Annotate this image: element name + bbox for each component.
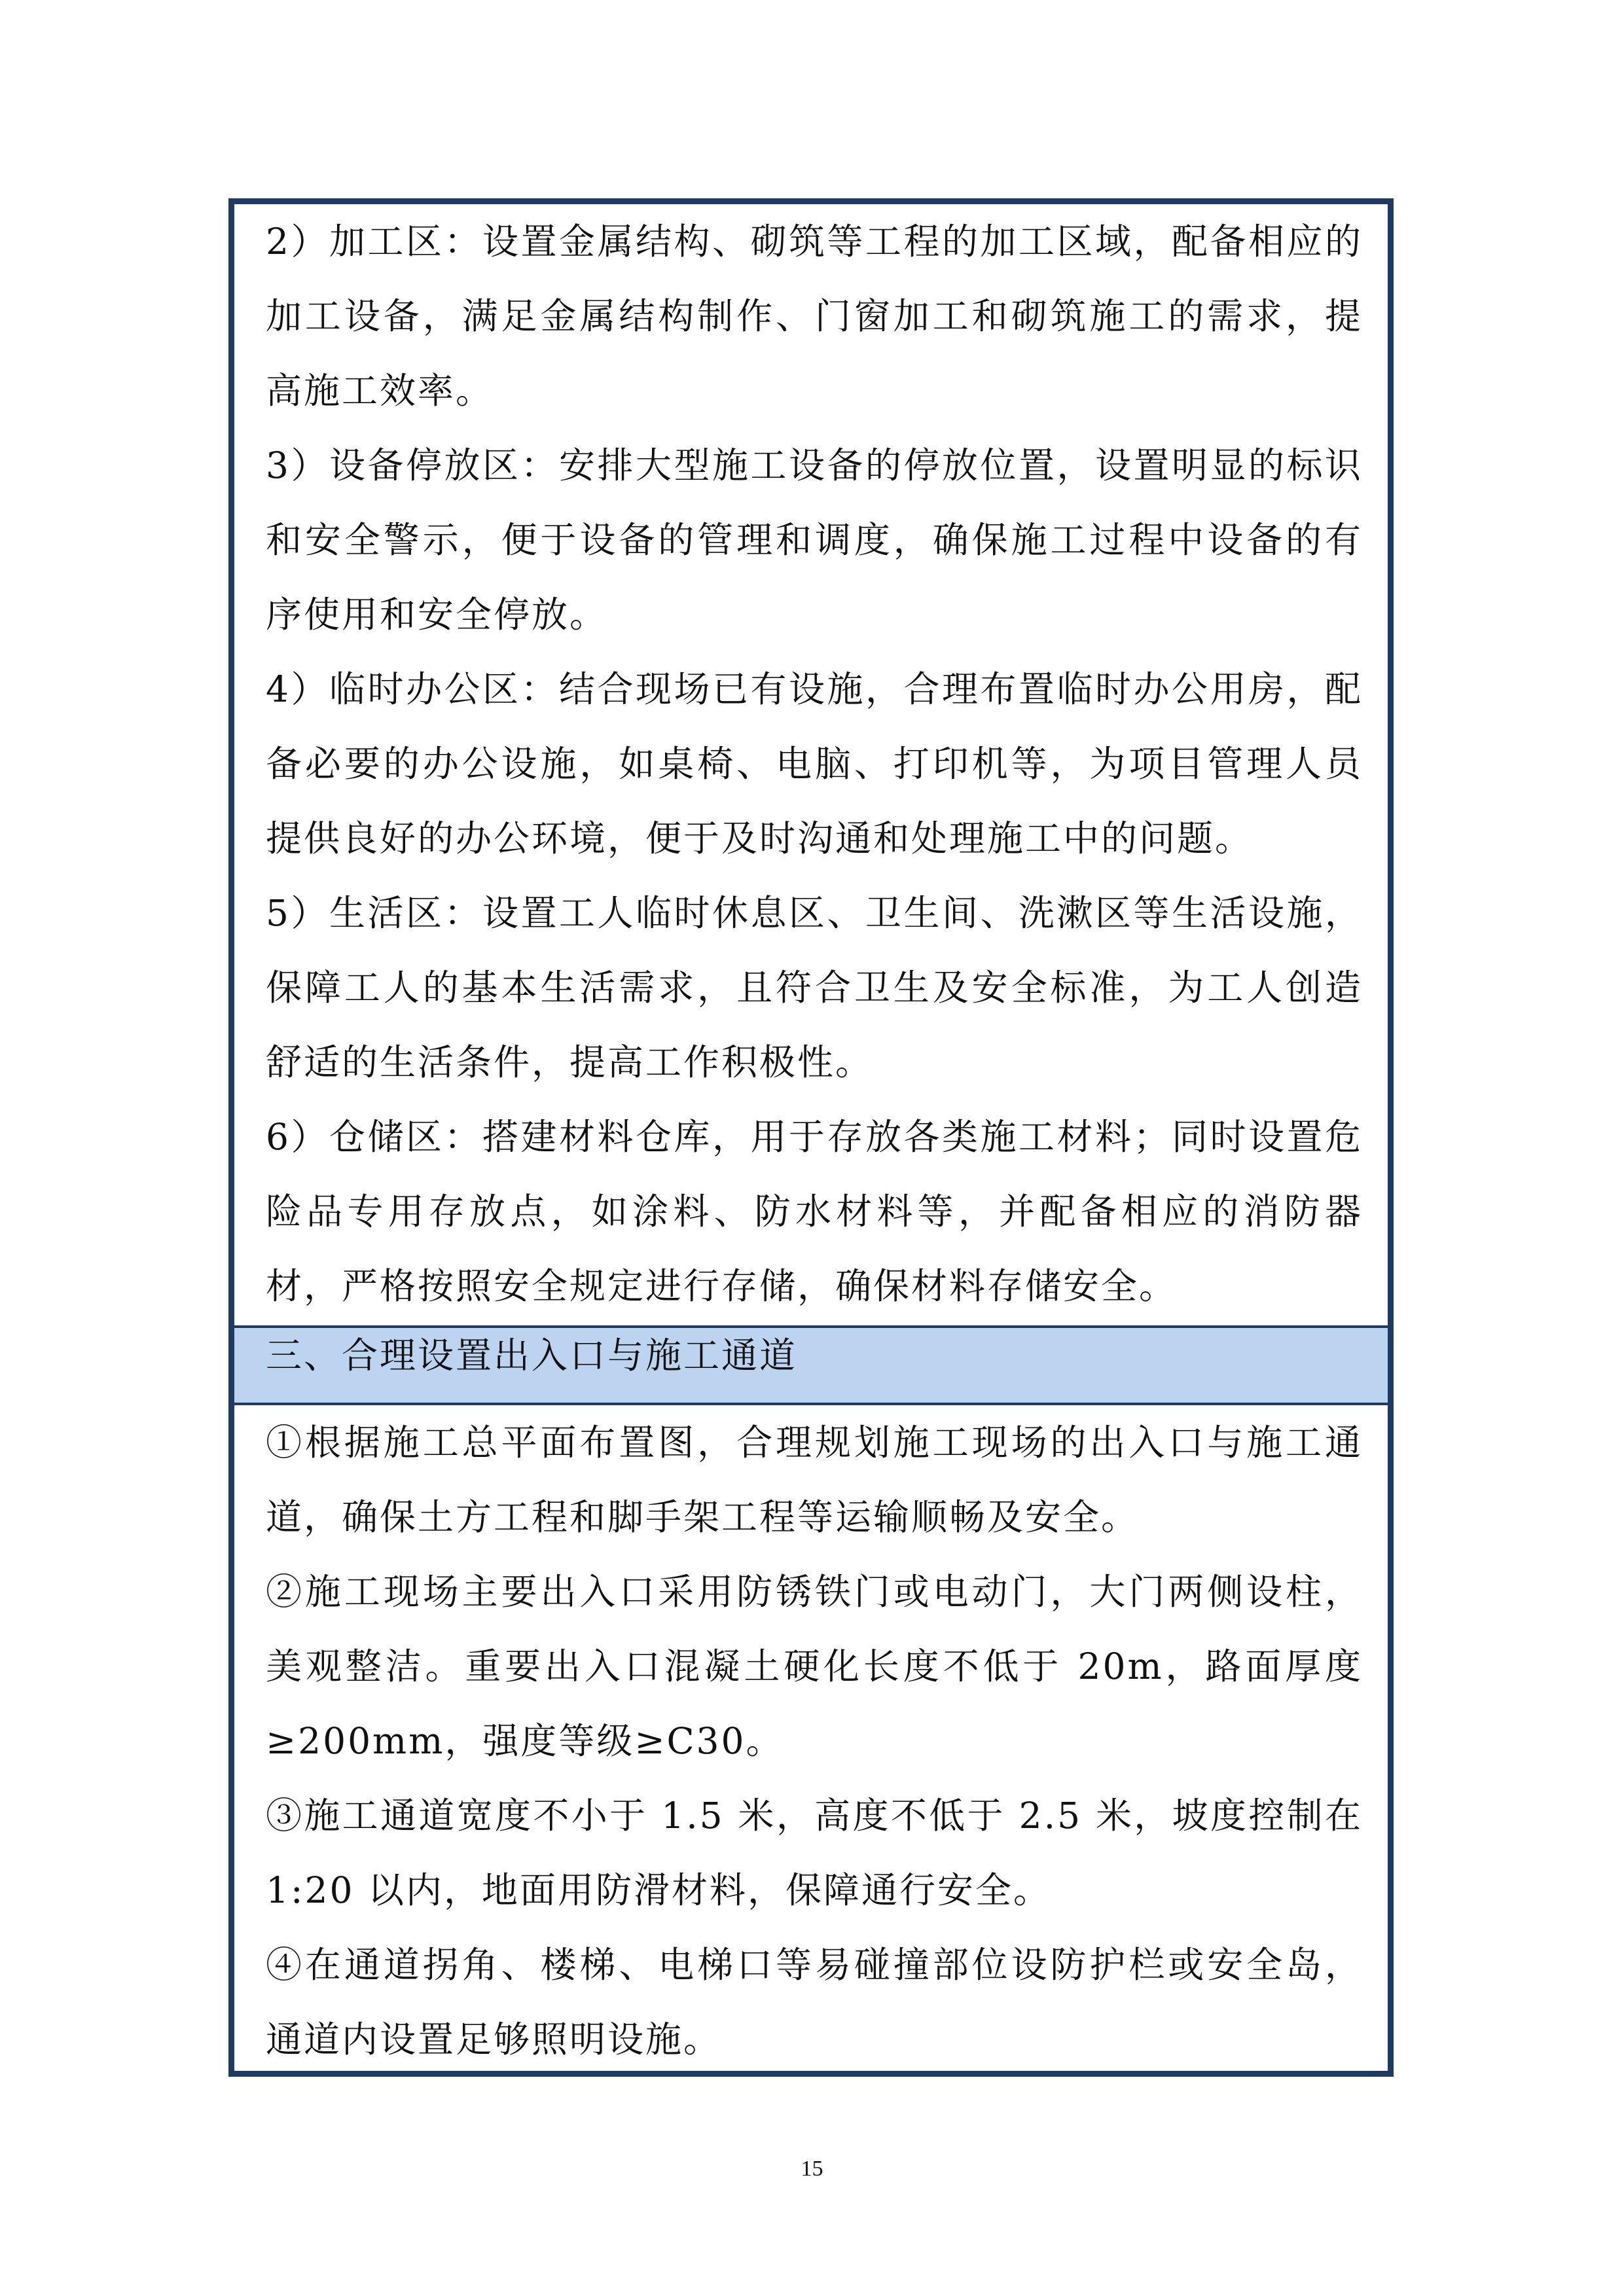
passage-width-paragraph: ③施工通道宽度不小于 1.5 米，高度不低于 2.5 米，坡度控制在1:20 以内，地面用防滑材料，保障通行安全。 [266, 1795, 1363, 1911]
living-zone-paragraph: 5）生活区：设置工人临时休息区、卫生间、洗漱区等生活设施，保障工人的基本生活需求，且符合卫生及安全标准，为工人创造舒适的生活条件，提高工作积极性。 [266, 892, 1363, 1083]
section-heading: 三、合理设置出入口与施工通道 [266, 1335, 798, 1376]
processing-zone-paragraph: 2）加工区：设置金属结构、砌筑等工程的加工区域，配备相应的加工设备，满足金属结构制作、门窗加工和砌筑施工的需求，提高施工效率。 [266, 221, 1363, 412]
section-heading-cell [234, 1325, 1388, 1405]
equipment-parking-paragraph: 3）设备停放区：安排大型施工设备的停放位置，设置明显的标识和安全警示，便于设备的管理和调度，确保施工过程中设备的有序使用和安全停放。 [266, 444, 1363, 636]
page-number: 15 [801, 2157, 823, 2181]
entrance-planning-paragraph: ①根据施工总平面布置图，合理规划施工现场的出入口与施工通道，确保土方工程和脚手架工程等运输顺畅及安全。 [266, 1422, 1363, 1538]
storage-zone-paragraph: 6）仓储区：搭建材料仓库，用于存放各类施工材料；同时设置危险品专用存放点，如涂料、防水材料等，并配备相应的消防器材，严格按照安全规定进行存储，确保材料存储安全。 [266, 1116, 1363, 1307]
guardrail-lighting-paragraph: ④在通道拐角、楼梯、电梯口等易碰撞部位设防护栏或安全岛，通道内设置足够照明设施。 [266, 1944, 1363, 2060]
temporary-office-paragraph: 4）临时办公区：结合现场已有设施，合理布置临时办公用房，配备必要的办公设施，如桌椅、电脑、打印机等，为项目管理人员提供良好的办公环境，便于及时沟通和处理施工中的问题。 [266, 668, 1363, 859]
entrance-passage-cell [234, 1405, 1388, 2071]
main-entrance-paragraph: ②施工现场主要出入口采用防锈铁门或电动门，大门两侧设柱，美观整洁。重要出入口混凝土硬化长度不低于 20m，路面厚度≥200mm，强度等级≥C30。 [266, 1571, 1363, 1762]
zone-description-cell [234, 204, 1388, 1325]
content-table [228, 198, 1394, 2077]
